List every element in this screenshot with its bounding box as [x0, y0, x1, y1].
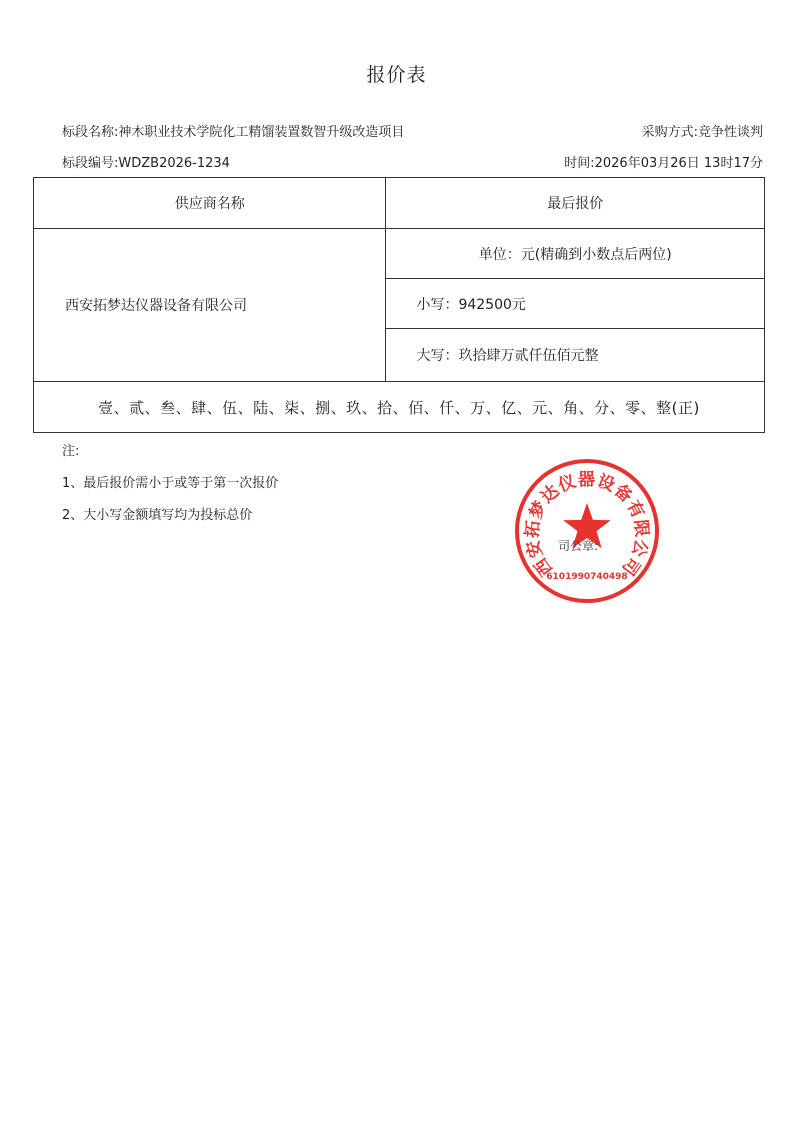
- price-header: 最后报价: [386, 178, 765, 229]
- quote-table: [33, 177, 765, 433]
- supplier-header: 供应商名称: [34, 178, 386, 229]
- notes-heading: 注:: [62, 444, 80, 459]
- section-number: 标段编号:WDZB2026-1234: [62, 156, 230, 171]
- supplier-name: 西安拓梦达仪器设备有限公司: [34, 229, 386, 382]
- price-unit: 单位：元(精确到小数点后两位): [386, 229, 765, 279]
- page-title: 报价表: [366, 64, 427, 86]
- price-lowercase: 小写：942500元: [386, 279, 765, 329]
- seal-label: 司公章:: [558, 539, 599, 553]
- note-item-2: 2、大小写金额填写均为投标总价: [62, 508, 253, 523]
- seal-ring-text: 西安拓梦达仪器设备有限公司: [522, 470, 652, 580]
- section-name: 标段名称:神木职业技术学院化工精馏装置数智升级改造项目: [62, 125, 405, 140]
- note-item-1: 1、最后报价需小于或等于第一次报价: [62, 476, 279, 491]
- procurement-method: 采购方式:竞争性谈判: [641, 125, 763, 140]
- company-seal: [514, 458, 660, 604]
- chinese-numerals-row: 壹、贰、叁、肆、伍、陆、柒、捌、玖、拾、佰、仟、万、亿、元、角、分、零、整(正): [34, 382, 765, 433]
- price-uppercase: 大写：玖拾肆万贰仟伍佰元整: [386, 329, 765, 382]
- quote-time: 时间:2026年03月26日 13时17分: [564, 156, 763, 171]
- seal-code: 6101990740498: [546, 572, 628, 582]
